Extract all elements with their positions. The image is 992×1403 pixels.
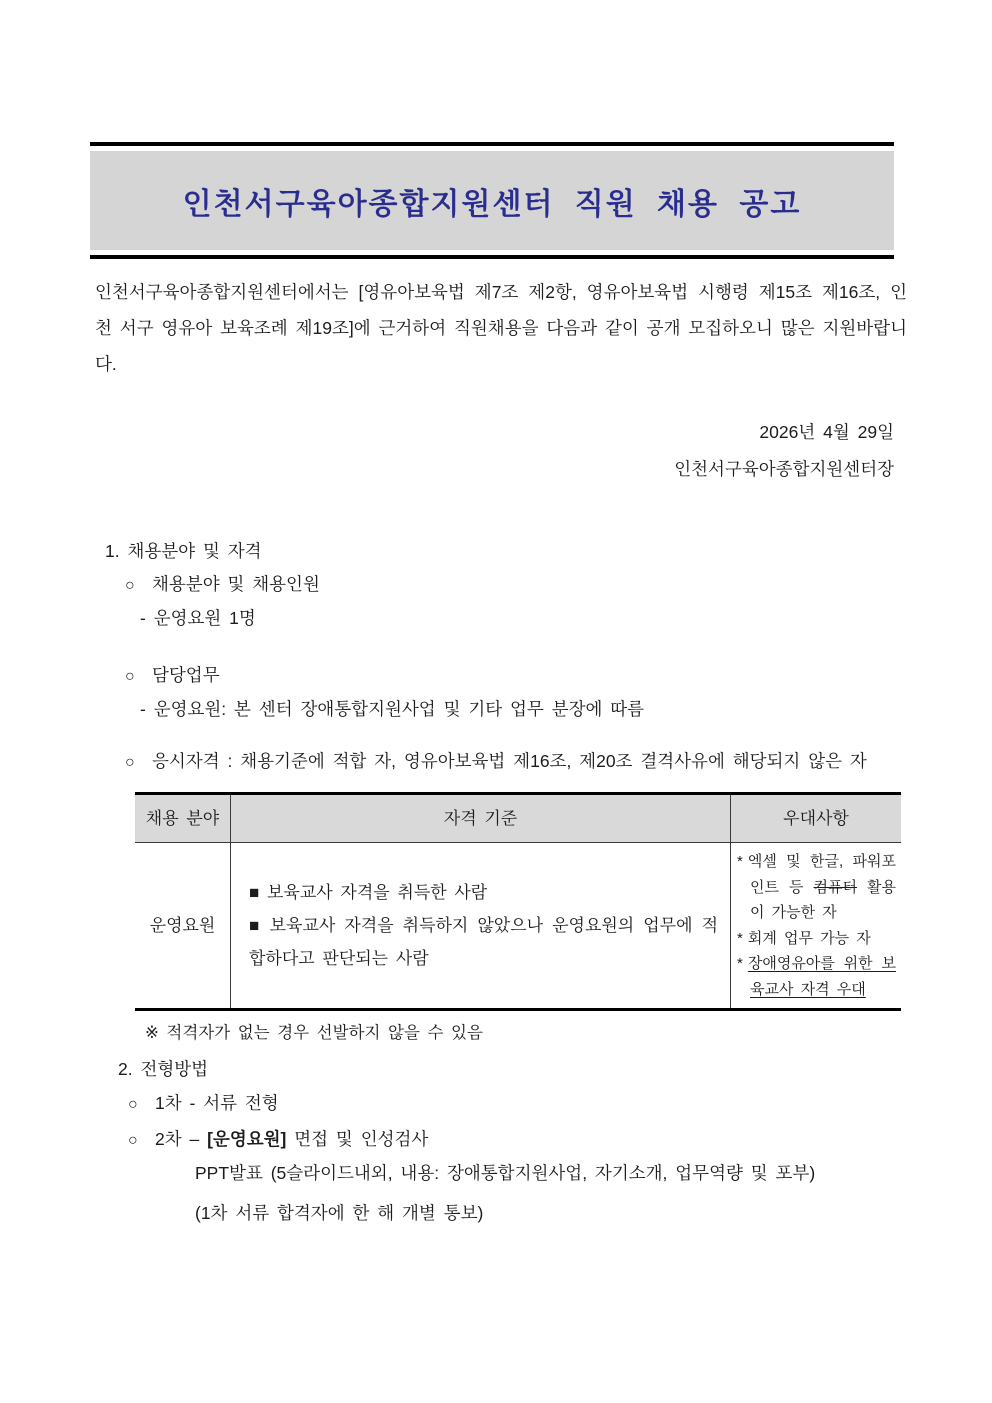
section1-heading: 1. 채용분야 및 자격	[105, 541, 262, 561]
banner-top-rule	[90, 142, 894, 146]
asterisk-marker: *	[737, 929, 743, 947]
date-block	[674, 414, 894, 488]
banner-box	[90, 151, 894, 250]
header-criteria: 자격 기준	[231, 794, 731, 843]
header-preference: 우대사항	[731, 794, 902, 843]
item-label: 담당업무	[152, 665, 220, 685]
title-banner	[90, 142, 894, 259]
item-label-pre: 2차 –	[155, 1129, 208, 1149]
section-recruitment-field	[95, 538, 910, 1046]
circle-bullet: ○	[125, 754, 135, 771]
section2-heading: 2. 전형방법	[118, 1059, 209, 1079]
circle-bullet: ○	[128, 1132, 138, 1149]
signature-line: 인천서구육아종합지원센터장	[674, 459, 894, 479]
preference-item	[737, 849, 896, 926]
criteria-item: ■ 보육교사 자격을 취득한 사람	[249, 883, 488, 902]
announcement-date: 2026년 4월 29일	[759, 422, 894, 442]
item-first-round	[95, 1090, 965, 1118]
item-label: 1차 - 서류 전형	[155, 1093, 279, 1113]
field-cell: 운영요원	[149, 915, 216, 935]
table-footnote: ※ 적격자가 없는 경우 선발하지 않을 수 있음	[145, 1024, 483, 1042]
item-second-round	[95, 1126, 965, 1154]
underlined-text: 장애영유아를 위한 보육교사 자격 우대	[747, 955, 896, 998]
pref-text: 엑셀 및 한글, 파워포인트 등	[747, 853, 896, 896]
item-duties-sub: - 운영요원: 본 센터 장애통합지원사업 및 기타 업무 분장에 따름	[140, 699, 645, 719]
notify-detail-line: (1차 서류 합격자에 한 해 개별 통보)	[195, 1203, 484, 1223]
preference-item	[737, 926, 896, 952]
criteria-cell	[231, 843, 731, 1010]
struck-text: 컴퓨터	[813, 878, 857, 896]
intro-paragraph: 인천서구육아종합지원센터에서는 [영유아보육법 제7조 제2항, 영유아보육법 시행령 제15조 제16조, 인천 서구 영유아 보육조례 제19조]에 근거하여 직원채용을 다음과 같이 공개 모집하오니 많은 지원바랍니다.	[95, 282, 907, 374]
asterisk-marker: *	[737, 853, 743, 870]
item-label: 응시자격 : 채용기준에 적합 자, 영유아보육법 제16조, 제20조 결격사유에 해당되지 않은 자	[152, 751, 867, 771]
pref-text: 회계 업무 가능 자	[747, 929, 871, 947]
circle-bullet: ○	[125, 668, 135, 685]
circle-bullet: ○	[125, 577, 135, 594]
section-selection-method	[95, 1056, 965, 1227]
circle-bullet: ○	[128, 1096, 138, 1113]
ppt-detail-line: PPT발표 (5슬라이드내외, 내용: 장애통합지원사업, 자기소개, 업무역량 및 포부)	[195, 1163, 816, 1183]
item-recruit-field-sub: - 운영요원 1명	[140, 608, 256, 628]
item-label-post: 면접 및 인성검사	[286, 1129, 429, 1149]
pref-text: 활용이 가능한 자	[750, 878, 896, 921]
table-row	[135, 843, 901, 1010]
asterisk-marker: *	[737, 955, 743, 972]
item-eligibility	[95, 748, 910, 776]
table-header-row	[135, 794, 901, 843]
item-recruit-field	[95, 571, 910, 599]
criteria-item: ■ 보육교사 자격을 취득하지 않았으나 운영요원의 업무에 적합하다고 판단되는 사람	[249, 916, 718, 968]
qualification-table	[135, 792, 901, 1011]
item-duties	[95, 662, 910, 690]
item-label-bold: [운영요원]	[207, 1129, 287, 1149]
preference-cell	[731, 843, 902, 1010]
banner-bottom-rule	[90, 255, 894, 259]
item-label: 채용분야 및 채용인원	[152, 574, 320, 594]
preference-item	[737, 951, 896, 1002]
document-title: 인천서구육아종합지원센터 직원 채용 공고	[182, 187, 802, 221]
header-field: 채용 분야	[135, 794, 231, 843]
